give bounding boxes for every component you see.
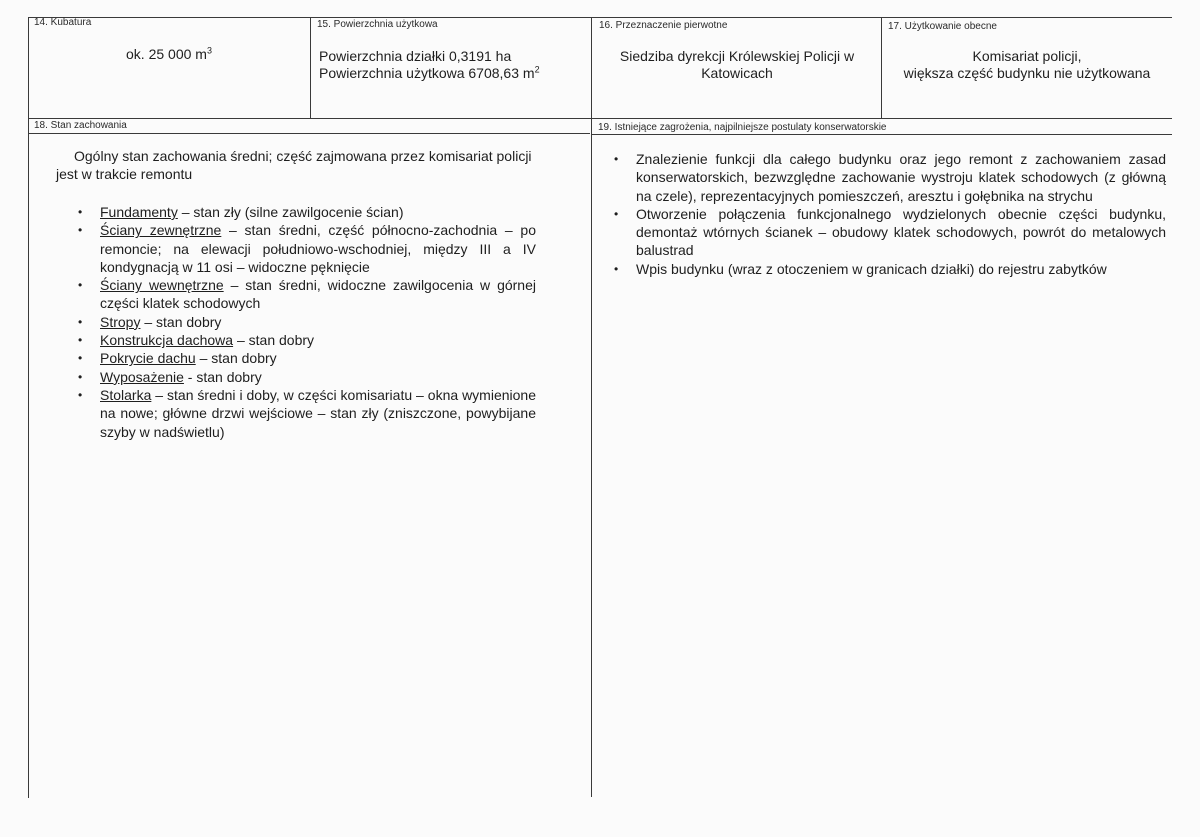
section-header-line-left [28,133,590,134]
list-item: • Wpis budynku (wraz z otoczeniem w granicach działki) do rejestru zabytków [614,260,1107,277]
list-item: • Konstrukcja dachowa – stan dobry [78,332,315,349]
powierzchnia-uzytkowa: Powierzchnia użytkowa 6708,63 $m^2$ [319,64,540,81]
przeznaczenie-line1: Siedziba dyrekcji Królewskiej Policji w [619,48,855,64]
list-item: • Otworzenie połączenia funkcjonalnego wydzielonych obecnie części budynku, demontaż wtórnych ścianek – obudowy klatek schodowych, powrót do metalowych balustrad [614,205,1166,259]
uzytkowanie-label: 17. Użytkowanie obecne [888,21,997,32]
stan-zachowania-list [73,203,536,441]
stan-zachowania-intro: Ogólny stan zachowania średni; część zajmowana przez komisariat policji jest w trakcie remontu [56,148,532,182]
item-term: Konstrukcja dachowa [100,332,234,349]
przeznaczenie-label: 16. Przeznaczenie pierwotne [599,20,728,31]
row-divider-line [28,118,1172,119]
cell-divider-14-15 [310,17,311,119]
list-item: • Stropy – stan dobry [78,313,222,330]
item-term: Wyposażenie [100,368,184,385]
powierzchnia-label: 15. Powierzchnia użytkowa [317,19,438,30]
powierzchnia-dzialki: Powierzchnia działki 0,3191 ha [319,48,512,64]
cell-divider-15-16 [591,17,592,797]
item-text: Otworzenie połączenia funkcjonalnego wydzielonych obecnie części budynku, demontaż wtórnych ścianek – obudowy klatek schodowych, powrót do metalowych balustrad [636,205,1166,259]
item-text: – stan zły (silne zawilgocenie ścian) [177,204,404,220]
item-term: Stolarka [100,386,152,403]
przeznaczenie-line2: Katowicach [701,65,773,81]
item-term: Pokrycie dachu [100,350,196,367]
item-text: – stan średni, widoczne zawilgocenia w górnej części klatek schodowych [100,277,536,312]
uzytkowanie-line2: większa część budynku nie użytkowana [903,65,1151,81]
item-text: – stan dobry [140,313,222,330]
item-text: - stan dobry [183,368,262,385]
item-term: Ściany wewnętrzne [100,277,224,294]
list-item: • Fundamenty – stan zły (silne zawilgocenie ścian) [78,204,404,220]
list-item: • Wyposażenie - stan dobry [78,368,262,385]
item-text: – stan dobry [195,350,277,367]
item-text: – stan średni, część północno-zachodnia – po remoncie; na elewacji południowo-wschodniej, między III a IV kondygnacją w 11 osi – widoczne pęknięcie [100,222,536,275]
uzytkowanie-line1: Komisariat policji, [972,48,1082,64]
list-item: • Ściany wewnętrzne – stan średni, widoczne zawilgocenia w górnej części klatek schodowych [78,277,536,312]
kubatura-value: ok. 25 000 $m^3$ [126,45,212,62]
list-item: • Stolarka – stan średni i doby, w części komisariatu – okna wymienione na nowe; główne drzwi wejściowe – stan zły (zniszczone, powybijane szyby w nadświetlu) [78,386,536,440]
list-item: • Znalezienie funkcji dla całego budynku oraz jego remont z zachowaniem zasad konserwatorskich, bezwzględne zachowanie wystroju klatek schodowych (z główną na czele), reprezentacyjnych pomieszczeń, aresztu i gołębnika na strychu [614,151,1166,204]
item-text: – stan średni i doby, w części komisariatu – okna wymienione na nowe; główne drzwi wejściowe – stan zły (zniszczone, powybijane szyby w nadświetlu) [100,386,536,440]
zagrozenia-list [609,150,1166,278]
section-header-line-right [592,134,1172,135]
top-border-line [28,17,1172,18]
item-text: Wpis budynku (wraz z otoczeniem w granicach działki) do rejestru zabytków [636,260,1107,277]
item-text: – stan dobry [233,332,315,349]
left-border-line [28,17,29,798]
item-term: Fundamenty [100,204,178,220]
list-item: • Pokrycie dachu – stan dobry [78,350,277,367]
kubatura-label: 14. Kubatura [34,17,92,28]
stan-zachowania-label: 18. Stan zachowania [34,120,127,131]
item-term: Ściany zewnętrzne [100,222,222,239]
item-term: Stropy [100,313,141,330]
list-item: • Ściany zewnętrzne – stan średni, część północno-zachodnia – po remoncie; na elewacji południowo-wschodniej, między III a IV kondygnacją w 11 osi – widoczne pęknięcie [78,222,536,275]
zagrozenia-label: 19. Istniejące zagrożenia, najpilniejsze postulaty konserwatorskie [598,122,887,133]
item-text: Znalezienie funkcji dla całego budynku oraz jego remont z zachowaniem zasad konserwatorskich, bezwzględne zachowanie wystroju klatek schodowych (z główną na czele), reprezentacyjnych pomieszczeń, aresztu i gołębnika na strychu [636,151,1166,204]
